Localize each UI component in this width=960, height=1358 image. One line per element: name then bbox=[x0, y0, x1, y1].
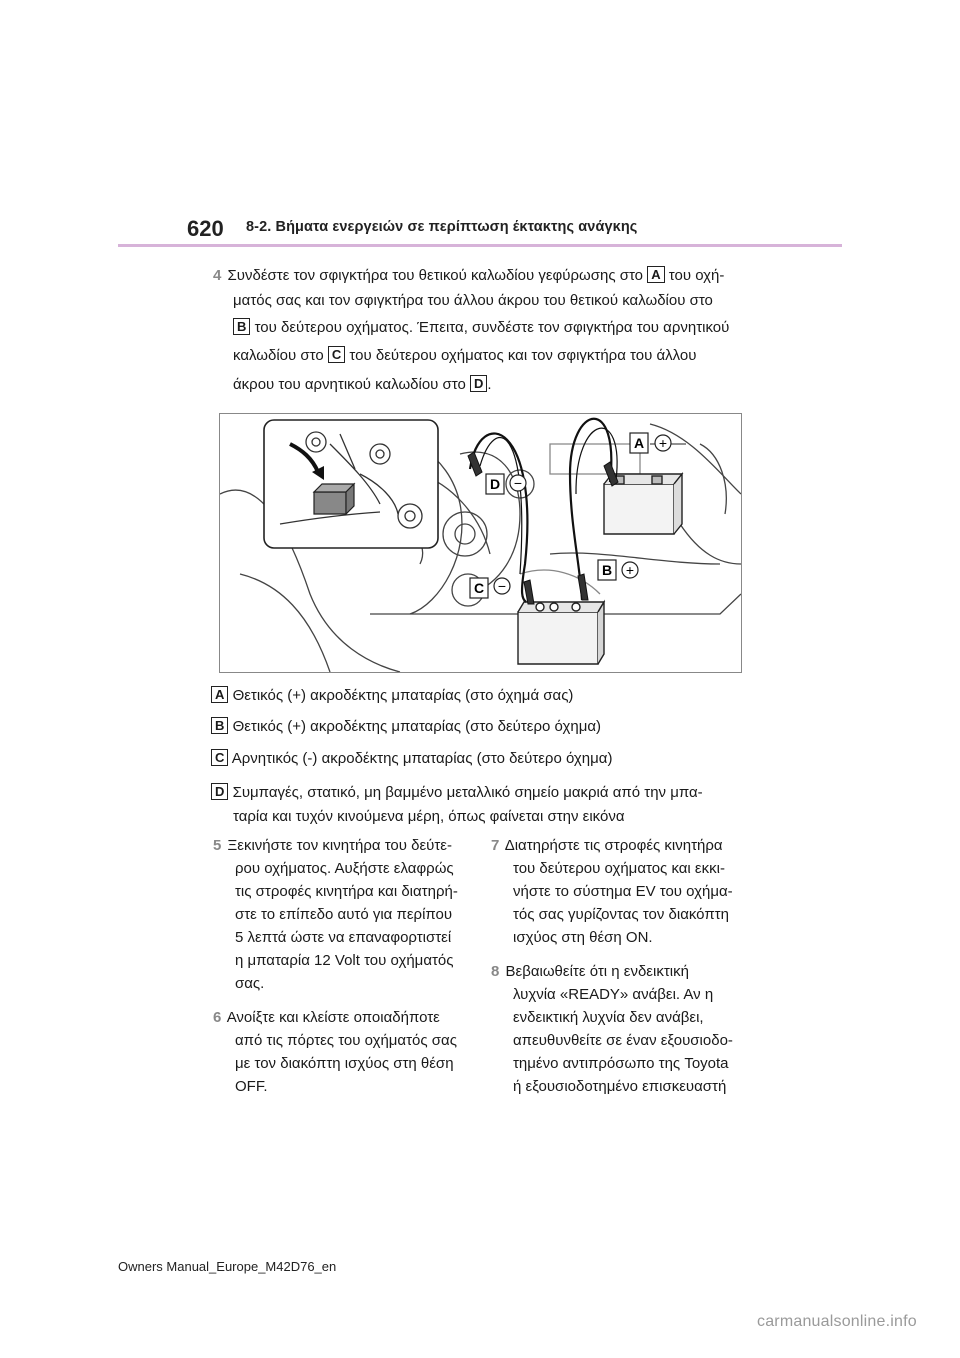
manual-footer: Owners Manual_Europe_M42D76_en bbox=[118, 1259, 337, 1274]
label-c-badge: C bbox=[211, 749, 228, 766]
ground-point-inset bbox=[264, 420, 438, 548]
legend-item-b: B Θετικός (+) ακροδέκτης μπαταρίας (στο δεύτερο όχημα) bbox=[211, 716, 601, 738]
label-a-badge: A bbox=[211, 686, 228, 703]
section-title: 8-2. Βήματα ενεργειών σε περίπτωση έκτακτης ανάγκης bbox=[246, 219, 638, 235]
label-b-badge: B bbox=[233, 318, 250, 335]
callout-c bbox=[470, 578, 510, 598]
step-7: 7 Διατηρήστε τις στροφές κινητήρα του δεύτερου οχήματος και εκκι- νήστε το σύστημα EV του οχήμα- τός σας γυρίζοντας τον διακόπτη ισχύος στη θέση ON. bbox=[491, 837, 733, 946]
callout-b bbox=[598, 560, 638, 580]
jumper-cables bbox=[470, 419, 617, 602]
callout-d-minus: − bbox=[513, 475, 523, 491]
legend-item-c: C Αρνητικός (-) ακροδέκτης μπαταρίας (στο δεύτερο όχημα) bbox=[211, 748, 612, 770]
label-a-badge: A bbox=[647, 266, 664, 283]
callout-b-label: B bbox=[601, 562, 613, 578]
step4-line5: άκρου του αρνητικού καλωδίου στο D . bbox=[233, 376, 492, 393]
label-b-badge: B bbox=[211, 717, 228, 734]
header-divider bbox=[118, 244, 842, 247]
legend-item-d-continued: ταρία και τυχόν κινούμενα μέρη, όπως φαίνεται στην εικόνα bbox=[233, 808, 625, 825]
label-c-badge: C bbox=[328, 346, 345, 363]
jump-start-illustration bbox=[219, 413, 742, 673]
step-number: 4 bbox=[213, 267, 222, 284]
engine-bay-drawing bbox=[220, 414, 741, 672]
steps-right-column bbox=[491, 834, 761, 1109]
callout-c-label: C bbox=[473, 580, 485, 596]
booster-battery bbox=[518, 602, 604, 664]
legend-item-a: A Θετικός (+) ακροδέκτης μπαταρίας (στο όχημά σας) bbox=[211, 685, 573, 707]
label-d-badge: D bbox=[470, 375, 487, 392]
callout-c-minus: − bbox=[497, 578, 507, 594]
label-d-badge: D bbox=[211, 783, 228, 800]
callout-a-label: A bbox=[633, 435, 645, 451]
step-6: 6 Ανοίξτε και κλείστε οποιαδήποτε από τις πόρτες του οχήματός σας με τον διακόπτη ισχύος στη θέση OFF. bbox=[213, 1009, 457, 1095]
callout-a-plus: + bbox=[658, 435, 668, 451]
step4-line1: 4 Συνδέστε τον σφιγκτήρα του θετικού καλωδίου γεφύρωσης στο A του οχή- bbox=[213, 267, 725, 284]
step4-line3: B του δεύτερου οχήματος. Έπειτα, συνδέστε τον σφιγκτήρα του αρνητικού bbox=[233, 317, 729, 339]
steps-left-column bbox=[213, 834, 473, 1109]
callout-d-label: D bbox=[489, 476, 501, 492]
page-number: 620 bbox=[187, 216, 224, 241]
step-5: 5 Ξεκινήστε τον κινητήρα του δεύτε- ρου οχήματος. Αυξήστε ελαφρώς τις στροφές κινητήρα και διατηρή- στε το επίπεδο αυτό για περίπου 5 λεπτά ώστε να επαναφορτιστεί η μπαταρία 12 Volt του οχήματός σας. bbox=[213, 837, 458, 992]
step4-line4: καλωδίου στο C του δεύτερου οχήματος και τον σφιγκτήρα του άλλου bbox=[233, 347, 697, 364]
step4-line2: ματός σας και τον σφιγκτήρα του άλλου άκρου του θετικού καλωδίου στο bbox=[233, 292, 713, 309]
step-8: 8 Βεβαιωθείτε ότι η ενδεικτική λυχνία «READY» ανάβει. Αν η ενδεικτική λυχνία δεν ανάβει, απευθυνθείτε σε έναν εξουσιοδο- τημένο αντιπρόσωπο της Toyota ή εξουσιοδοτημένο επισκευαστή bbox=[491, 963, 733, 1095]
watermark: carmanualsonline.info bbox=[757, 1313, 917, 1330]
callout-b-plus: + bbox=[625, 562, 635, 578]
legend-item-d: D Συμπαγές, στατικό, μη βαμμένο μεταλλικό σημείο μακριά από την μπα- bbox=[211, 782, 703, 804]
